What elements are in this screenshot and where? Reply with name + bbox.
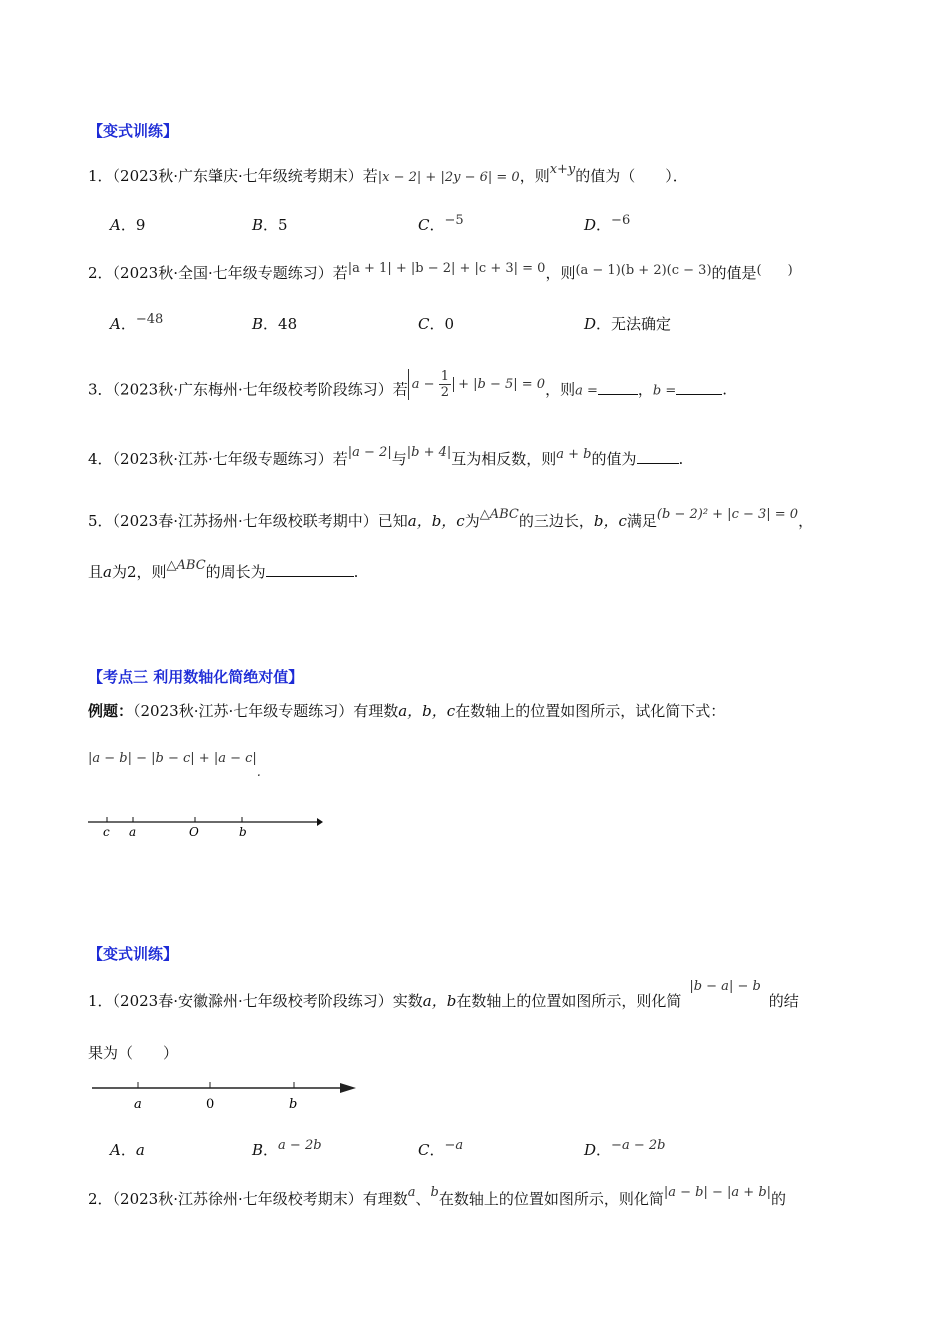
label-o: O (189, 825, 199, 839)
answer-paren: ( ) (756, 263, 793, 278)
question-text: 与 (391, 450, 407, 468)
section-heading-topic-3: 【考点三 利用数轴化简绝对值】 (88, 668, 304, 686)
question-text: 的结 (768, 992, 799, 1010)
answer-blank[interactable] (266, 562, 354, 577)
label-a: a (134, 1097, 142, 1112)
option-d[interactable]: D．−6 (584, 213, 631, 234)
variable-b: b (430, 1185, 439, 1200)
equation: |x − 2| + |2y − 6| = 0 (377, 170, 520, 185)
equation: |a + 1| + |b − 2| + |c + 3| = 0 (347, 261, 546, 276)
question-text: 互为相反数，则 (451, 450, 557, 468)
option-d[interactable]: D．无法确定 (584, 315, 672, 333)
option-b[interactable]: B．a − 2b (252, 1138, 322, 1159)
variable-a: a (407, 1185, 416, 1200)
variable-b: b = (652, 383, 677, 399)
question-source: （2023秋·江苏徐州·七年级校考期末）有理数 (112, 1190, 408, 1208)
example-question (88, 700, 725, 721)
question-text: 在数轴上的位置如图所示，则化简 (438, 1190, 664, 1208)
label-c: c (103, 825, 110, 839)
option-b[interactable]: B．5 (252, 216, 288, 234)
question-number: 5． (88, 512, 113, 530)
question-5-line-2: 且a为2，则△ABC的周长为 . (88, 558, 359, 581)
equation: (b − 2)² + |c − 3| = 0 (656, 507, 799, 522)
expression: |b − a| − b (689, 979, 761, 994)
question-number: 1． (88, 992, 113, 1010)
question-1 (88, 162, 688, 186)
triangle-symbol: △ABC (166, 558, 206, 573)
question-source: （2023秋·全国·七年级专题练习）若 (112, 264, 348, 282)
question-source: （2023秋·江苏·七年级专题练习）若 (112, 450, 348, 468)
question-source: （2023春·江苏扬州·七年级校联考期中）已知 (112, 512, 408, 530)
option-d[interactable]: D．−a − 2b (584, 1138, 666, 1159)
question-text: ，则 (545, 264, 576, 282)
question-number: 4． (88, 450, 113, 468)
variables: a，b，c (398, 702, 456, 720)
question-source: （2023秋·江苏·七年级专题练习）有理数 (133, 702, 399, 720)
triangle-symbol: △ABC (479, 507, 519, 522)
label-a: a (129, 825, 137, 839)
question-text: ，则 (519, 167, 550, 185)
expression: a + b (556, 447, 592, 462)
option-a[interactable]: A．a (110, 1141, 145, 1159)
question-text: 的值为（ ）． (575, 167, 688, 185)
question-source: （2023春·安徽滁州·七年级校考阶段练习）实数 (112, 992, 423, 1010)
expression: |a − b| − |a + b| (663, 1185, 772, 1200)
question-3: 3．（2023秋·广东梅州·七年级校考阶段练习）若 a − $\frac{1}{2}$ + |b − 5| = 0，则a = ，b = . (88, 369, 728, 400)
variables: a，b (422, 992, 457, 1010)
option-b[interactable]: B．48 (252, 315, 298, 333)
label-0: 0 (206, 1097, 215, 1112)
question-text: 在数轴上的位置如图所示，试化简下式： (455, 702, 726, 720)
section-heading-variant-2: 【变式训练】 (88, 945, 179, 963)
question-number: 1． (88, 167, 113, 185)
question-number: 2． (88, 264, 113, 282)
example-expression: |a − b| − |b − c| + |a − c|. (88, 751, 261, 780)
fraction-numerator: 1 (440, 369, 449, 384)
question-4: 4．（2023秋·江苏·七年级专题练习）若|a − 2|与|b + 4|互为相反数，则a + b的值为 . (88, 445, 684, 468)
answer-blank[interactable] (637, 449, 679, 464)
example-label: 例题： (88, 702, 134, 720)
question-text: 的值是 (711, 264, 757, 282)
label-b: b (239, 825, 247, 839)
number-line-example (85, 812, 325, 842)
question-v1 (88, 979, 799, 1011)
expression: |b + 4| (406, 445, 452, 460)
axis-arrow (317, 818, 323, 826)
question-text: 满足 (626, 512, 657, 530)
question-source: （2023秋·广东肇庆·七年级统考期末）若 (112, 167, 378, 185)
option-a[interactable]: A．−48 (110, 312, 164, 333)
answer-blank[interactable] (598, 380, 638, 395)
variables: b，c (593, 512, 627, 530)
variables: a，b，c (407, 512, 465, 530)
expression: |a − 2| (347, 445, 392, 460)
question-text: ，则 (545, 380, 576, 399)
label-b: b (289, 1097, 298, 1112)
question-number: 3． (88, 380, 113, 399)
fraction-denominator: 2 (440, 385, 449, 400)
expression: x+y (549, 162, 576, 177)
question-text: 的三边长， (518, 512, 594, 530)
question-text: 在数轴上的位置如图所示，则化简 (456, 992, 682, 1010)
option-c[interactable]: C．−5 (418, 213, 464, 234)
equation: a − $\frac{1}{2}$ + |b − 5| = 0 (408, 369, 545, 400)
variable-a: a = (575, 383, 598, 399)
number-line-v1 (90, 1078, 360, 1112)
variable-a: a (103, 563, 112, 581)
question-2 (88, 262, 793, 283)
axis-arrow (340, 1083, 356, 1093)
expression: (a − 1)(b + 2)(c − 3) (575, 263, 712, 278)
question-text: 的 (771, 1190, 787, 1208)
question-5: 5．（2023春·江苏扬州·七年级校联考期中）已知a，b，c为△ABC的三边长，b，c满足(b − 2)² + |c − 3| = 0， (88, 507, 814, 530)
question-number: 2． (88, 1190, 113, 1208)
section-heading-variant-1: 【变式训练】 (88, 122, 179, 140)
question-source: （2023秋·广东梅州·七年级校考阶段练习）若 (112, 380, 408, 399)
option-c[interactable]: C．0 (418, 315, 455, 333)
question-text: 的值为 (591, 450, 637, 468)
question-v1-line-2: 果为（ ） (88, 1044, 179, 1062)
answer-blank[interactable] (676, 380, 722, 395)
option-a[interactable]: A．9 (110, 216, 146, 234)
question-v2: 2．（2023秋·江苏徐州·七年级校考期末）有理数a、b在数轴上的位置如图所示，则化简|a − b| − |a + b|的 (88, 1185, 787, 1208)
option-c[interactable]: C．−a (418, 1138, 464, 1159)
